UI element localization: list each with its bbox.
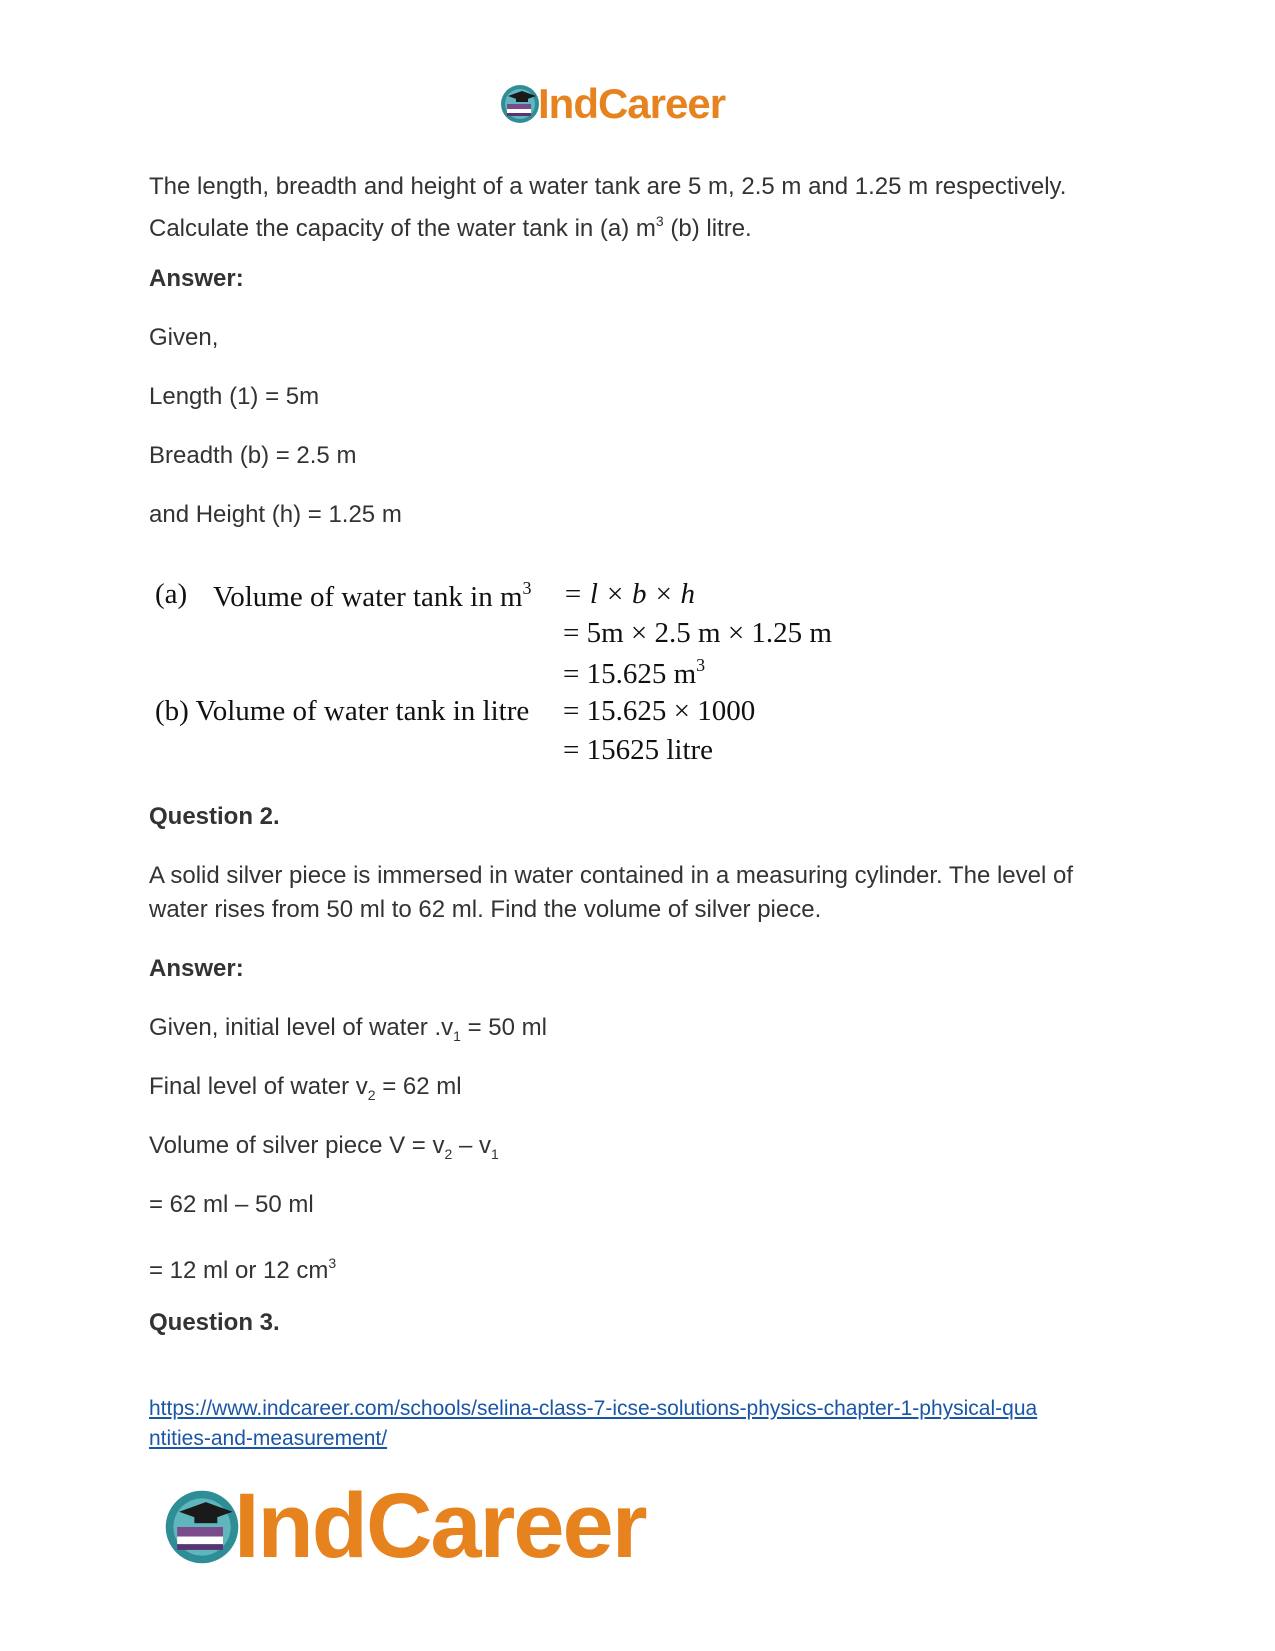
answer2-volume: Volume of silver piece $V = v_2 - v_1$ [149,1132,499,1162]
answer2-final: Final level of water $v_2 = 62$ ml [149,1073,462,1103]
equation-5: = 15625 litre [563,734,714,766]
answer2-step1: = 62 ml – 50 ml [149,1191,314,1218]
answer1-length: Length (1) = 5m [149,383,320,410]
question2-text-line1: A solid silver piece is immersed in water contained in a measuring cylinder. The level of [149,862,1073,889]
answer1-breadth: Breadth (b) = 2.5 m [149,442,357,469]
equation-1: = l × b × h [563,578,696,610]
part-b-text: (b) Volume of water tank in litre [155,695,530,727]
source-url-line1: https://www.indcareer.com/schools/selina-class-7-icse-solutions-physics-chapter-1-physical-qua [149,1397,1038,1420]
answer1-label: Answer: [149,265,244,292]
question2-text-line2: water rises from 50 ml to 62 ml. Find the volume of silver piece. [149,896,822,923]
part-a-label: (a) [155,578,188,610]
question3-label: Question 3. [149,1309,280,1336]
graduation-book-icon [498,82,542,126]
answer2-initial: Given, initial level of water $.v_1 = 50$ ml [149,1014,547,1044]
answer2-step2: = 12 ml or 12 $cm^3$ [149,1255,337,1284]
equation-3: = 15.625 $m^3$ [563,655,706,690]
equation-2: = 5m × 2.5 m × 1.25 m [563,617,832,649]
header-logo [498,80,725,128]
answer1-given: Given, [149,324,219,351]
equation-4: = 15.625 × 1000 [563,695,756,727]
question1-text-line1: The length, breadth and height of a water tank are 5 m, 2.5 m and 1.25 m respectively. [149,173,1067,200]
answer2-label: Answer: [149,955,244,982]
question2-label: Question 2. [149,803,280,830]
answer1-height: and Height (h) = 1.25 m [149,501,402,528]
footer-logo [160,1474,646,1579]
source-url-line2: ntities-and-measurement/ [149,1427,388,1450]
part-a-text: Volume of water tank in $m^3$ [213,578,532,613]
brand-name: IndCareer [538,80,726,127]
graduation-book-icon [160,1485,244,1569]
source-url-link[interactable] [149,1394,1129,1454]
question1-text-line2: Calculate the capacity of the water tank in (a) $m^3$ (b) litre. [149,213,752,242]
brand-name-large: IndCareer [234,1475,646,1577]
